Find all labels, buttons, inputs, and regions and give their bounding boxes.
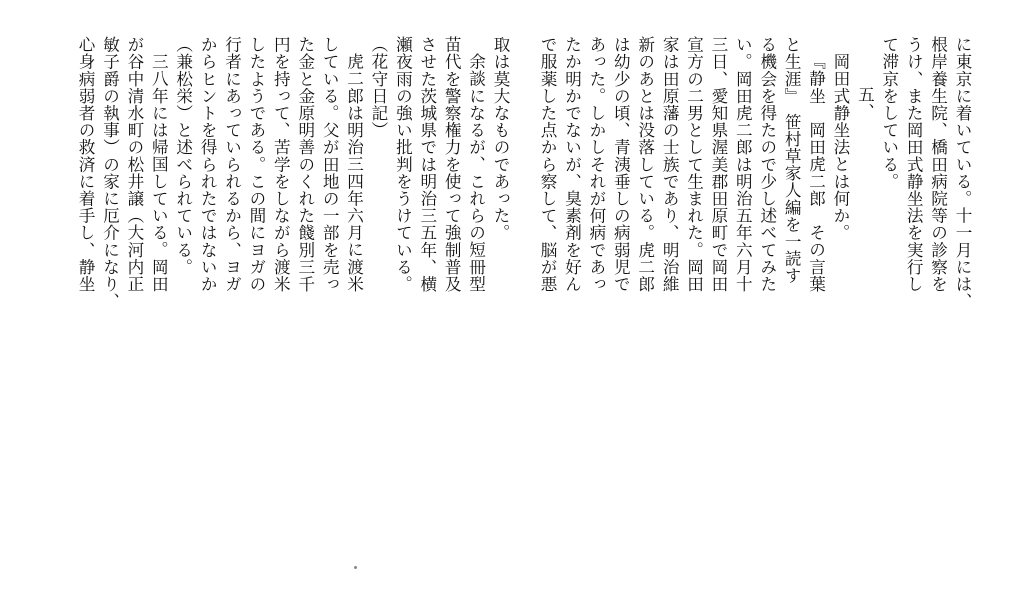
text-line: あった。しかしそれが何病であっ	[586, 36, 606, 293]
text-line: 根岸養生院、橋田病院等の診察を	[928, 36, 948, 293]
text-line: で服薬した点から察して、脳が悪	[538, 36, 558, 293]
text-block-right	[534, 36, 974, 576]
text-line	[534, 36, 535, 576]
text-line: と生涯』 笹村草家人編を一読す	[782, 36, 802, 285]
text-line: 余談になるが、これらの短冊型	[466, 52, 486, 292]
text-line: 三日、愛知県渥美郡田原町で岡田	[708, 36, 728, 293]
text-line: 行者にあっていられるから、ヨガ	[222, 36, 242, 293]
text-line: る機会を得たので少し述べてみた	[757, 36, 777, 293]
text-line: 家は田原藩の士族であり、明治維	[660, 36, 680, 293]
text-line: て滞京をしている。	[879, 36, 899, 190]
text-line: している。父が田地の一部を売っ	[320, 36, 340, 293]
text-line: 心身病弱者の救済に着手し、静坐	[76, 36, 96, 293]
text-line: たか明かでないが、臭素剤を好ん	[562, 36, 582, 293]
text-line: 瀬夜雨の強い批判をうけている。	[393, 36, 413, 293]
section-heading: 五、	[855, 85, 875, 120]
text-line: 新のあとは没落している。虎二郎	[635, 36, 655, 293]
text-line: た金と金原明善のくれた餞別三千	[295, 36, 315, 293]
text-line: させた茨城県では明治三五年、横	[417, 36, 437, 293]
text-line: したようである。この間にヨガの	[246, 36, 266, 293]
text-line	[72, 36, 73, 576]
text-line: 虎二郎は明治三四年六月に渡米	[344, 52, 364, 292]
section-subheading: 岡田式静坐法とは何か。	[830, 52, 850, 241]
text-line: 苗代を警察権力を使って強制普及	[442, 36, 462, 293]
text-line: に東京に着いている。十一月には、	[953, 36, 972, 310]
text-block-left	[72, 36, 512, 576]
text-line: は幼少の頃、青洟垂しの病弱児で	[611, 36, 631, 293]
text-line: からヒントを得られたではないか	[198, 36, 218, 293]
text-line: 三八年には帰国している。岡田	[149, 52, 169, 292]
page-dot-mark	[354, 566, 357, 569]
text-line: （花守日記）	[368, 36, 388, 139]
text-line: 『静坐 岡田虎二郎 その言葉	[806, 52, 826, 292]
text-line: 円を持って、苦学をしながら渡米	[271, 36, 291, 293]
text-line: 敏子爵の執事）の家に厄介になり、	[100, 36, 120, 310]
text-line: うけ、また岡田式静坐法を実行し	[904, 36, 924, 293]
text-line: が谷中清水町の松井譲（大河内正	[124, 36, 144, 293]
text-line: （兼松栄）と述べられている。	[173, 36, 193, 276]
text-line: 宣方の二男として生まれた。岡田	[684, 36, 704, 293]
text-line: 取は莫大なものであった。	[491, 36, 510, 242]
text-line: い。岡田虎二郎は明治五年六月十	[733, 36, 753, 293]
